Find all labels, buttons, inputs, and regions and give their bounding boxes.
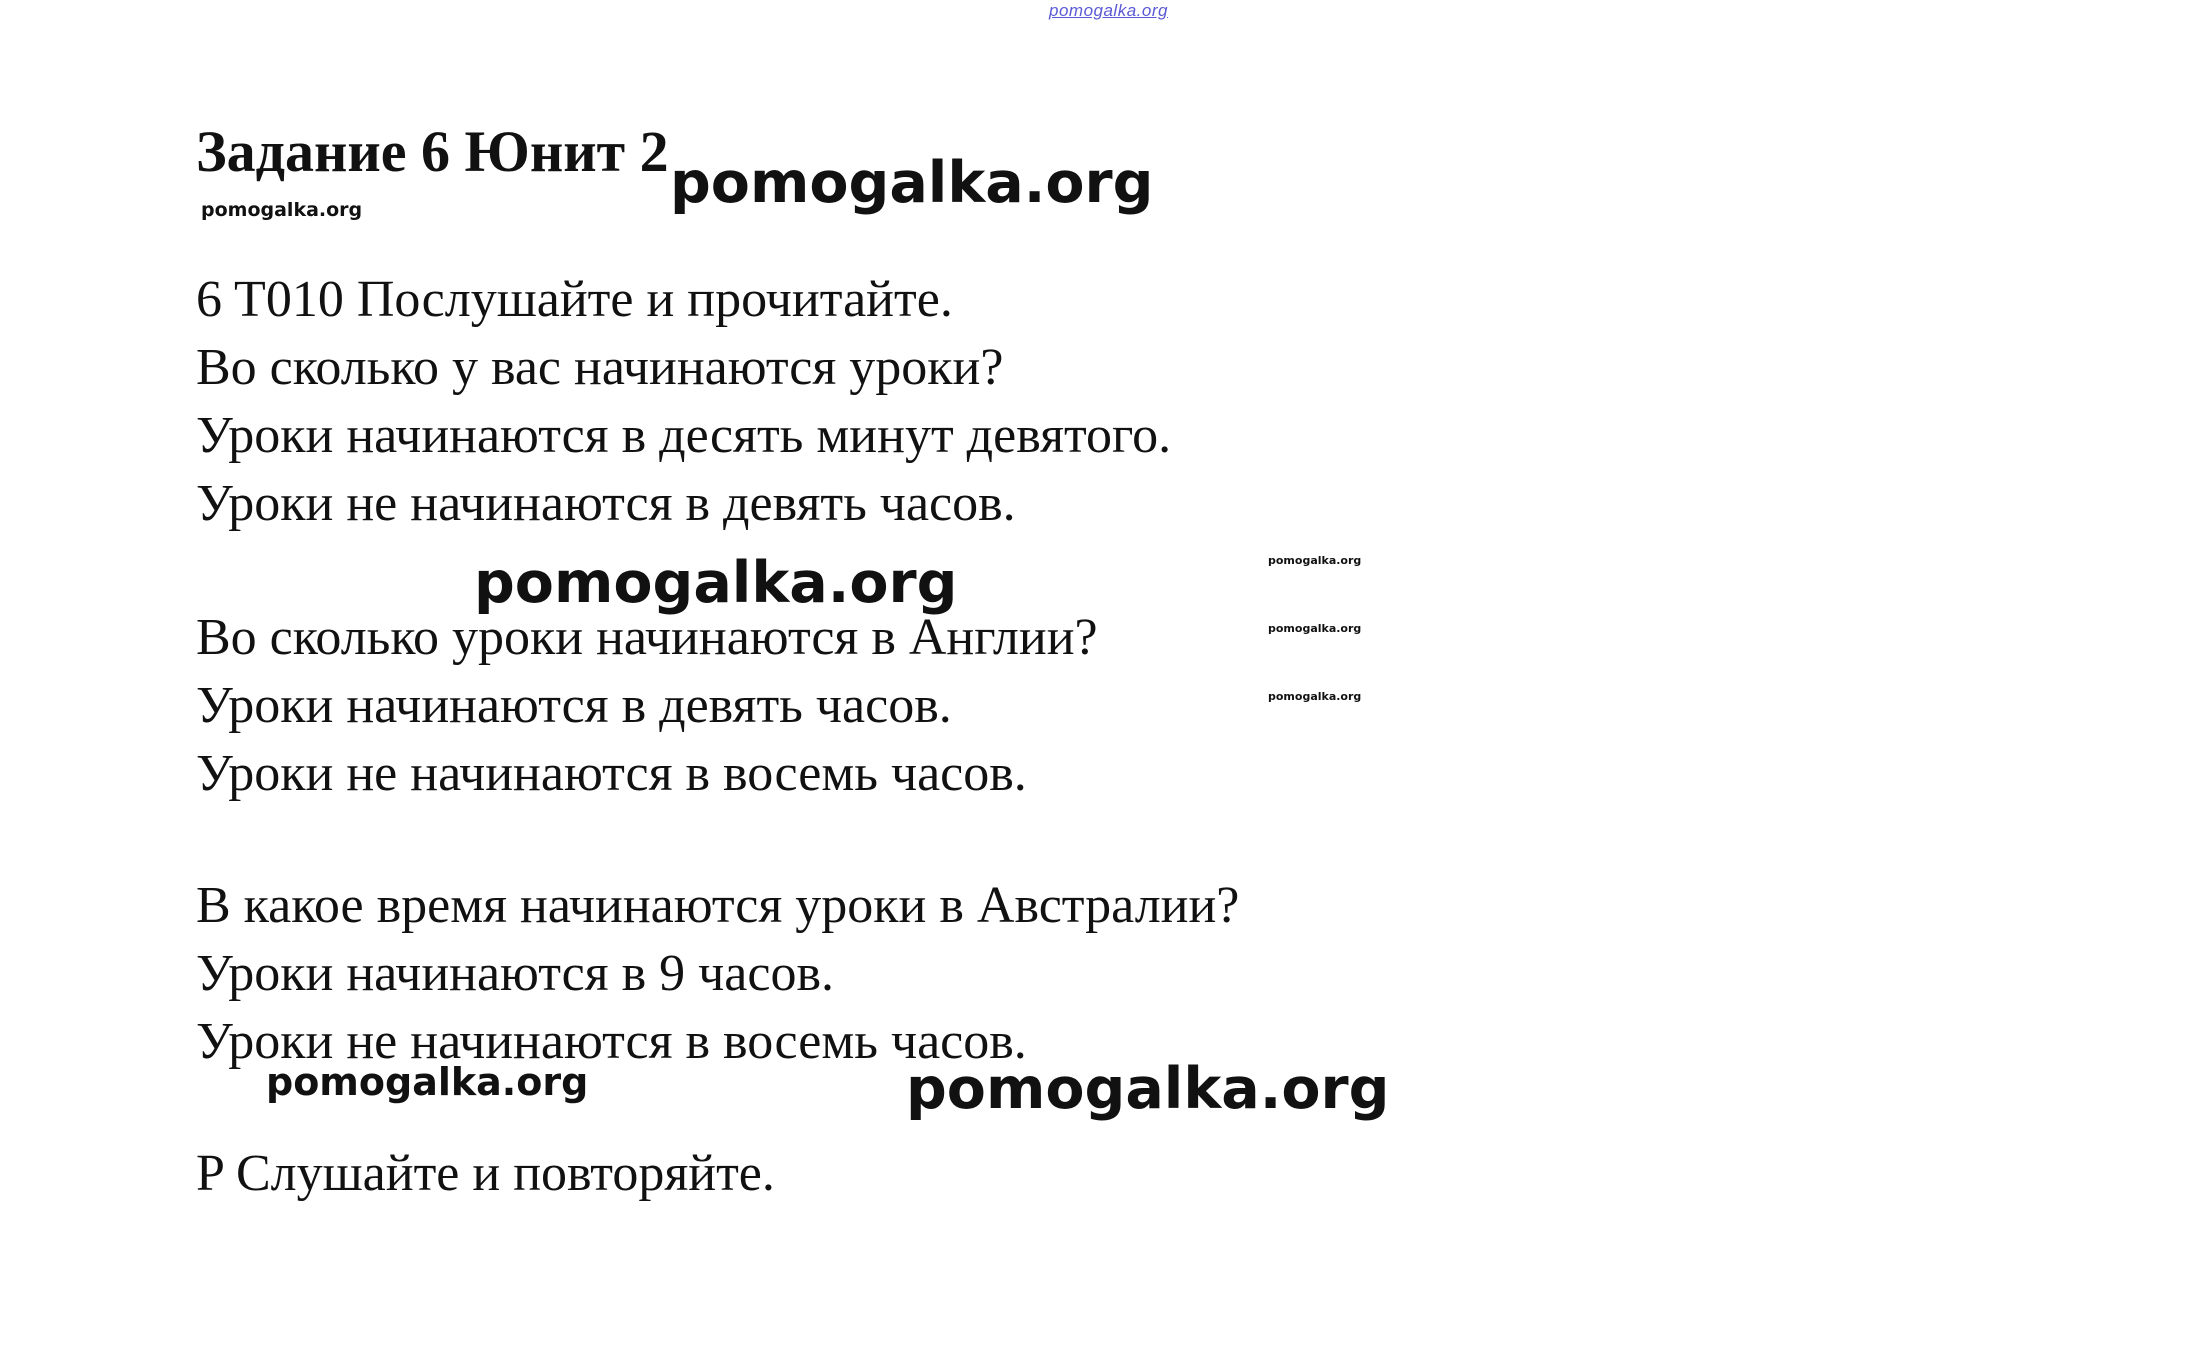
watermark-side-tiny: pomogalka.org xyxy=(1268,554,1362,567)
watermark-title-big: pomogalka.org xyxy=(670,150,1154,216)
text-line: Уроки не начинаются в восемь часов. xyxy=(196,1013,1027,1070)
text-line: Уроки не начинаются в восемь часов. xyxy=(196,745,1027,802)
watermark-bottom-left: pomogalka.org xyxy=(266,1060,589,1104)
watermark-bottom-big: pomogalka.org xyxy=(906,1056,1390,1122)
watermark-title-small: pomogalka.org xyxy=(201,199,363,221)
watermark-side-tiny: pomogalka.org xyxy=(1268,690,1362,703)
text-line: 6 T010 Послушайте и прочитайте. xyxy=(196,271,953,328)
page-title: Задание 6 Юнит 2 xyxy=(196,119,669,184)
text-line: Во сколько уроки начинаются в Англии? xyxy=(196,609,1098,666)
watermark-side-tiny: pomogalka.org xyxy=(1268,622,1362,635)
top-watermark-link[interactable]: pomogalka.org xyxy=(1049,1,1168,20)
text-line: Уроки начинаются в девять часов. xyxy=(196,677,952,734)
watermark-middle-big: pomogalka.org xyxy=(474,550,958,616)
text-line: Уроки не начинаются в девять часов. xyxy=(196,475,1016,532)
text-line: В какое время начинаются уроки в Австралии? xyxy=(196,877,1240,934)
text-line: Во сколько у вас начинаются уроки? xyxy=(196,339,1004,396)
text-line: Уроки начинаются в 9 часов. xyxy=(196,945,834,1002)
text-line: P Слушайте и повторяйте. xyxy=(196,1145,775,1202)
text-line: Уроки начинаются в десять минут девятого. xyxy=(196,407,1172,464)
